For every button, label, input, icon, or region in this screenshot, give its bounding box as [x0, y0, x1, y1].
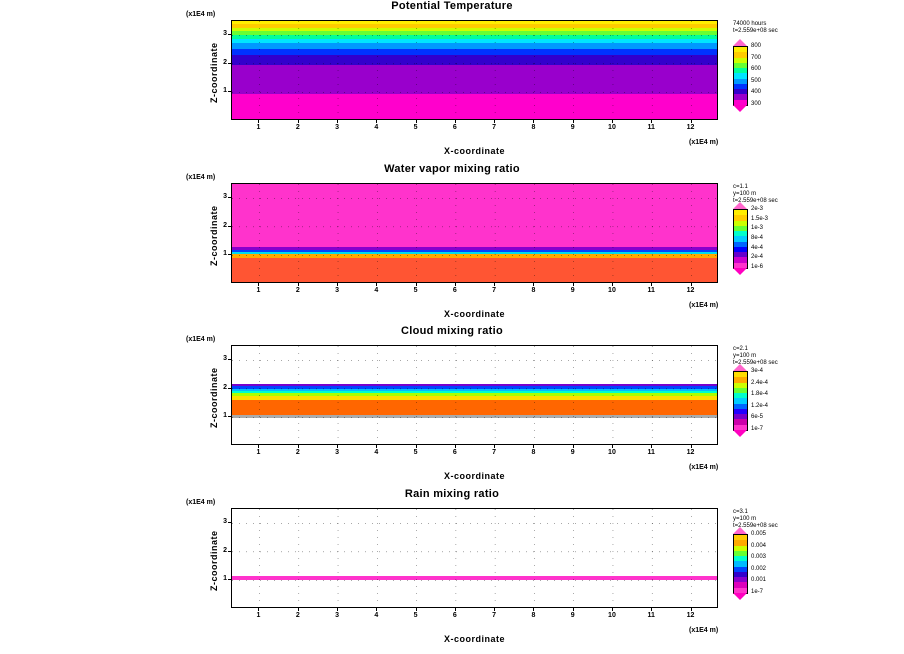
colorbar-tick-label: 1e-6: [751, 264, 764, 270]
data-band: [232, 415, 717, 418]
colorbar-tick-label: 0.002: [751, 565, 767, 572]
x-tick-mark: [691, 120, 692, 123]
data-band: [232, 258, 717, 283]
x-tick-mark: [691, 283, 692, 286]
x-tick-mark: [455, 445, 456, 448]
data-band: [232, 247, 717, 249]
colorbar-tick-label: 1.2e-4: [751, 402, 769, 409]
data-bands: [232, 184, 717, 282]
colorbar-top-arrow: [733, 202, 747, 209]
x-axis-label: X-coordinate: [443, 146, 505, 156]
x-tick-label: 12: [686, 287, 695, 294]
x-tick-label: 5: [413, 124, 418, 131]
data-band: [232, 55, 717, 65]
data-band: [232, 39, 717, 44]
x-tick-label: 8: [531, 124, 536, 131]
x-axis-label: X-coordinate: [443, 634, 505, 644]
y-axis-unit-label: (x1E4 m): [186, 11, 216, 18]
x-tick-mark: [573, 283, 574, 286]
x-tick-label: 12: [686, 124, 695, 131]
x-tick-label: 12: [686, 449, 695, 456]
data-band: [232, 346, 717, 384]
y-tick-mark: [228, 34, 231, 35]
colorbar-tick-label: 3e-4: [751, 368, 764, 374]
x-tick-mark: [416, 120, 417, 123]
colorbar-top-arrow: [733, 364, 747, 371]
x-tick-mark: [612, 283, 613, 286]
x-tick-label: 11: [647, 612, 655, 619]
x-tick-label: 3: [335, 612, 339, 619]
x-tick-label: 10: [608, 124, 616, 131]
colorbar-tick-label: 400: [751, 89, 762, 96]
y-tick-label: 2: [223, 58, 227, 66]
x-tick-label: 11: [647, 287, 655, 294]
y-tick-mark: [228, 551, 231, 552]
data-band: [232, 389, 717, 391]
x-tick-mark: [612, 120, 613, 123]
x-tick-label: 5: [413, 449, 418, 456]
y-tick-mark: [228, 359, 231, 360]
x-tick-label: 10: [608, 449, 616, 456]
x-tick-label: 4: [374, 124, 379, 131]
colorbar-bottom-arrow: [733, 105, 747, 112]
y-axis-unit-label: (x1E4 m): [186, 499, 216, 506]
annotation-text: y=100 m: [733, 191, 757, 197]
x-tick-label: 4: [374, 287, 379, 294]
data-band: [232, 400, 717, 415]
x-tick-mark: [455, 120, 456, 123]
colorbar-tick-label: 2.4e-4: [751, 379, 769, 386]
x-tick-label: 8: [531, 612, 536, 619]
x-axis-unit-label: (x1E4 m): [689, 302, 719, 309]
x-tick-label: 2: [295, 449, 300, 456]
data-band: [232, 384, 717, 387]
x-tick-mark: [416, 283, 417, 286]
colorbar-tick-label: 2e-4: [751, 254, 764, 261]
y-tick-mark: [228, 416, 231, 417]
annotation-text: y=100 m: [733, 516, 757, 522]
chart-panel-3: [0, 325, 904, 488]
x-tick-mark: [337, 445, 338, 448]
plot-area-3: [231, 345, 718, 445]
x-tick-mark: [573, 445, 574, 448]
colorbar-tick-label: 0.003: [751, 554, 767, 561]
x-tick-mark: [651, 608, 652, 611]
y-axis-label: Z-coordinate: [209, 530, 219, 591]
x-tick-mark: [337, 120, 338, 123]
x-tick-label: 6: [452, 124, 457, 131]
x-tick-label: 9: [570, 287, 575, 294]
annotation-text: c=3.1: [733, 509, 748, 515]
x-tick-label: 6: [452, 449, 457, 456]
x-tick-label: 1: [256, 612, 261, 619]
plot-area-2: [231, 183, 718, 283]
y-tick-mark: [228, 579, 231, 580]
x-tick-label: 3: [335, 449, 339, 456]
x-tick-mark: [258, 283, 259, 286]
annotation-text: t=2.559e+08 sec: [733, 360, 778, 366]
x-tick-mark: [573, 608, 574, 611]
x-tick-label: 8: [531, 287, 536, 294]
x-tick-mark: [416, 608, 417, 611]
x-tick-label: 7: [492, 124, 497, 131]
y-tick-label: 2: [223, 546, 227, 554]
x-tick-mark: [455, 608, 456, 611]
panel-title: Water vapor mixing ratio: [384, 163, 520, 175]
x-tick-mark: [298, 608, 299, 611]
x-tick-mark: [573, 120, 574, 123]
x-tick-label: 3: [335, 124, 339, 131]
colorbar-tick-label: 6e-5: [751, 414, 764, 421]
data-band: [232, 28, 717, 31]
data-bands: [232, 509, 717, 607]
x-tick-label: 1: [256, 449, 261, 456]
y-tick-label: 1: [223, 575, 227, 583]
data-band: [232, 31, 717, 34]
panel-title: Potential Temperature: [391, 0, 513, 12]
data-band: [232, 21, 717, 24]
y-tick-label: 3: [223, 193, 227, 201]
x-tick-label: 10: [608, 612, 616, 619]
y-tick-label: 1: [223, 412, 227, 420]
plot-area-4: [231, 508, 718, 608]
x-tick-mark: [298, 120, 299, 123]
annotation-text: t=2.559e+08 sec: [733, 198, 778, 204]
x-tick-label: 7: [492, 612, 497, 619]
data-band: [232, 509, 717, 576]
colorbar-top-arrow: [733, 39, 747, 46]
x-axis-unit-label: (x1E4 m): [689, 627, 719, 634]
data-band: [232, 184, 717, 247]
data-band: [232, 254, 717, 258]
x-tick-mark: [258, 608, 259, 611]
data-band: [232, 576, 717, 579]
annotation-text: t=2.559e+08 sec: [733, 523, 778, 529]
x-tick-mark: [494, 120, 495, 123]
annotation-text: 74000 hours: [733, 21, 767, 27]
chart-panel-4: [0, 488, 904, 651]
x-tick-label: 1: [256, 287, 261, 294]
colorbar: [733, 209, 748, 269]
x-tick-label: 4: [374, 449, 379, 456]
x-axis-label: X-coordinate: [443, 471, 505, 481]
data-band: [232, 43, 717, 49]
colorbar-tick-label: 1e-7: [751, 589, 764, 595]
y-tick-label: 1: [223, 87, 227, 95]
x-tick-label: 10: [608, 287, 616, 294]
x-tick-label: 7: [492, 287, 497, 294]
x-tick-label: 2: [295, 287, 300, 294]
y-tick-mark: [228, 254, 231, 255]
data-bands: [232, 346, 717, 444]
x-tick-mark: [494, 445, 495, 448]
x-tick-mark: [416, 445, 417, 448]
y-axis-label: Z-coordinate: [209, 367, 219, 428]
x-tick-mark: [691, 608, 692, 611]
y-axis-label: Z-coordinate: [209, 205, 219, 266]
data-band: [232, 391, 717, 394]
x-tick-mark: [533, 120, 534, 123]
x-tick-label: 2: [295, 612, 300, 619]
colorbar-tick-label: 2e-3: [751, 206, 764, 212]
colorbar-tick-label: 0.005: [751, 531, 767, 537]
colorbar-bottom-arrow: [733, 593, 747, 600]
x-tick-label: 8: [531, 449, 536, 456]
x-tick-mark: [612, 608, 613, 611]
colorbar-tick-label: 1e-3: [751, 225, 764, 232]
x-tick-mark: [533, 608, 534, 611]
colorbar-tick-label: 0.004: [751, 542, 767, 549]
colorbar-tick-label: 700: [751, 54, 762, 61]
x-tick-label: 4: [374, 612, 379, 619]
x-tick-mark: [691, 445, 692, 448]
y-tick-mark: [228, 522, 231, 523]
y-tick-mark: [228, 388, 231, 389]
x-tick-mark: [376, 608, 377, 611]
x-tick-label: 6: [452, 612, 457, 619]
colorbar: [733, 46, 748, 106]
x-tick-mark: [651, 445, 652, 448]
colorbar-bottom-arrow: [733, 268, 747, 275]
x-tick-mark: [258, 120, 259, 123]
y-tick-mark: [228, 91, 231, 92]
x-axis-unit-label: (x1E4 m): [689, 464, 719, 471]
data-band: [232, 252, 717, 254]
annotation-text: c=2.1: [733, 346, 748, 352]
colorbar-tick-label: 1.8e-4: [751, 391, 769, 398]
data-band: [232, 580, 717, 608]
x-axis-unit-label: (x1E4 m): [689, 139, 719, 146]
y-tick-mark: [228, 226, 231, 227]
y-tick-label: 3: [223, 518, 227, 526]
y-tick-label: 1: [223, 250, 227, 258]
plot-area-1: [231, 20, 718, 120]
x-axis-label: X-coordinate: [443, 309, 505, 319]
y-axis-unit-label: (x1E4 m): [186, 174, 216, 181]
x-tick-label: 5: [413, 612, 418, 619]
x-tick-mark: [258, 445, 259, 448]
colorbar-tick-label: 500: [751, 77, 762, 84]
annotation-text: y=100 m: [733, 353, 757, 359]
x-tick-mark: [376, 283, 377, 286]
y-axis-label: Z-coordinate: [209, 42, 219, 103]
x-tick-label: 9: [570, 124, 575, 131]
chart-panel-2: [0, 163, 904, 326]
x-tick-mark: [337, 283, 338, 286]
x-tick-label: 2: [295, 124, 300, 131]
data-band: [232, 418, 717, 445]
data-band: [232, 35, 717, 39]
y-axis-unit-label: (x1E4 m): [186, 336, 216, 343]
x-tick-mark: [376, 120, 377, 123]
colorbar-bottom-arrow: [733, 430, 747, 437]
data-band: [232, 49, 717, 55]
colorbar: [733, 371, 748, 431]
x-tick-mark: [337, 608, 338, 611]
x-tick-label: 11: [647, 124, 655, 131]
colorbar-top-arrow: [733, 527, 747, 534]
x-tick-mark: [298, 445, 299, 448]
x-tick-mark: [533, 283, 534, 286]
x-tick-label: 5: [413, 287, 418, 294]
annotation-text: c=1.1: [733, 184, 748, 190]
data-band: [232, 386, 717, 388]
y-tick-label: 3: [223, 30, 227, 38]
colorbar-tick-label: 800: [751, 43, 762, 49]
colorbar-tick-label: 600: [751, 66, 762, 73]
data-band: [232, 94, 717, 120]
data-band: [232, 24, 717, 27]
x-tick-label: 1: [256, 124, 261, 131]
x-tick-label: 11: [647, 449, 655, 456]
annotation-text: t=2.559e+08 sec: [733, 28, 778, 34]
panel-title: Rain mixing ratio: [404, 488, 500, 500]
x-tick-label: 9: [570, 449, 575, 456]
colorbar-tick-label: 8e-4: [751, 235, 764, 241]
x-tick-label: 6: [452, 287, 457, 294]
data-bands: [232, 21, 717, 119]
y-tick-label: 3: [223, 355, 227, 363]
y-tick-mark: [228, 63, 231, 64]
data-band: [232, 250, 717, 252]
x-tick-mark: [651, 120, 652, 123]
y-tick-label: 2: [223, 221, 227, 229]
x-tick-label: 7: [492, 449, 497, 456]
x-tick-label: 12: [686, 612, 695, 619]
colorbar-tick-label: 300: [751, 101, 762, 107]
data-band: [232, 393, 717, 396]
x-tick-label: 9: [570, 612, 575, 619]
x-tick-mark: [533, 445, 534, 448]
data-band: [232, 396, 717, 399]
panel-title: Cloud mixing ratio: [401, 325, 503, 337]
colorbar-tick-label: 4e-4: [751, 244, 764, 251]
x-tick-mark: [298, 283, 299, 286]
x-tick-mark: [376, 445, 377, 448]
x-tick-mark: [651, 283, 652, 286]
x-tick-mark: [612, 445, 613, 448]
colorbar: [733, 534, 748, 594]
colorbar-tick-label: 0.001: [751, 577, 767, 584]
data-band: [232, 65, 717, 94]
x-tick-mark: [455, 283, 456, 286]
x-tick-mark: [494, 283, 495, 286]
colorbar-tick-label: 1e-7: [751, 426, 764, 432]
x-tick-label: 3: [335, 287, 339, 294]
colorbar-tick-label: 1.5e-3: [751, 215, 769, 222]
y-tick-label: 2: [223, 383, 227, 391]
y-tick-mark: [228, 197, 231, 198]
x-tick-mark: [494, 608, 495, 611]
chart-panel-1: [0, 0, 904, 163]
